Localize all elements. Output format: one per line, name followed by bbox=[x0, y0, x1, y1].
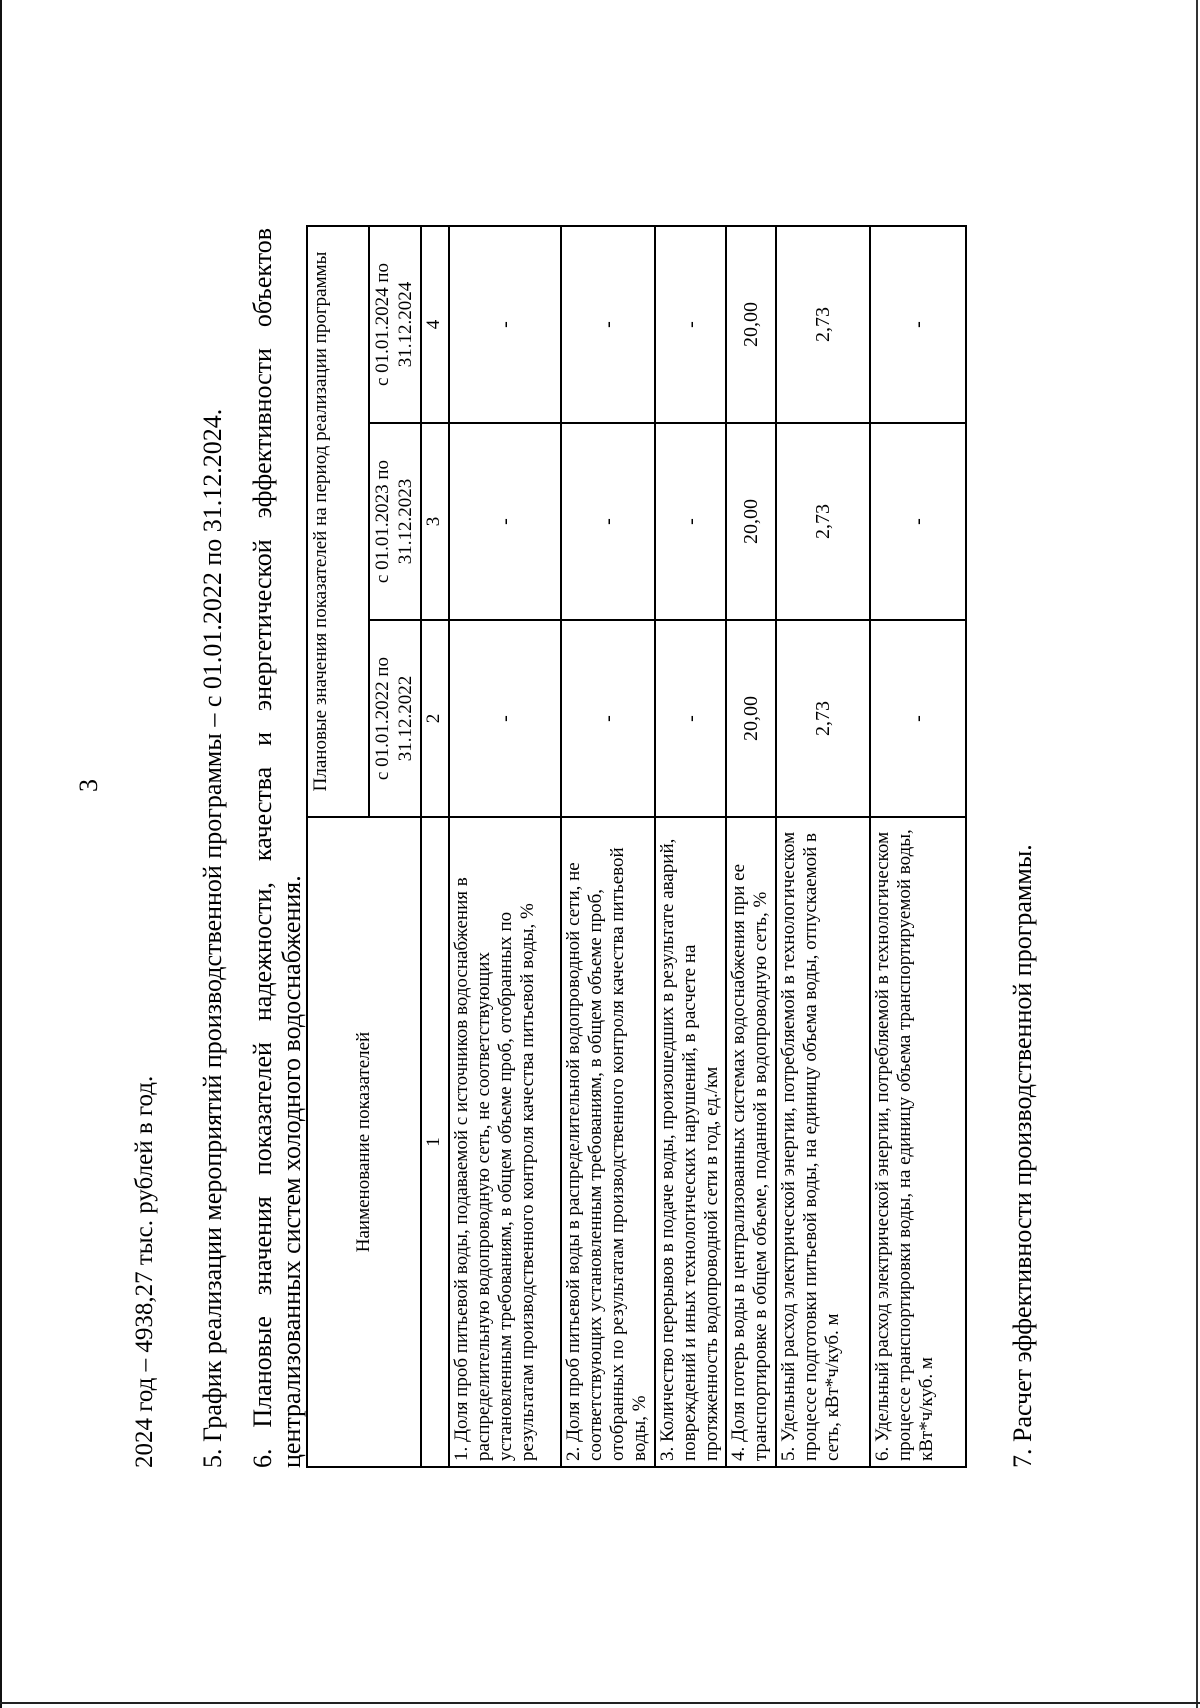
indicator-name: 3. Количество перерывов в подаче воды, произошедших в результате аварий, повреждений и иных технологических нарушений, в расчете на протяженность водопроводной сети в год, ед./км bbox=[655, 817, 726, 1467]
column-number: 2 bbox=[421, 620, 449, 817]
section-5-heading: 5. График реализации мероприятий производственной программы – с 01.01.2022 по 31.12.2024. bbox=[198, 408, 227, 1468]
indicator-name: 5. Удельный расход электрической энергии, потребляемой в технологическом процессе подготовки питьевой воды, на единицу объема воды, отпускаемой в сеть, кВт*ч/куб. м bbox=[776, 817, 870, 1467]
column-number: 3 bbox=[421, 423, 449, 620]
section-6-line-1: 6. Плановые значения показателей надежности, качества и энергетической эффективности объектов bbox=[248, 228, 277, 1468]
indicator-value-2024: - bbox=[655, 226, 726, 423]
indicator-value-2022: - bbox=[655, 620, 726, 817]
table-row bbox=[870, 226, 966, 1467]
indicator-value-2024: - bbox=[870, 226, 966, 423]
indicator-value-2023: 2,73 bbox=[776, 423, 870, 620]
header-planned-values: Плановые значения показателей на период реализации программы bbox=[307, 226, 369, 817]
indicator-value-2023: 20,00 bbox=[726, 423, 776, 620]
indicator-name: 4. Доля потерь воды в централизованных системах водоснабжения при ее транспортировке в общем объеме, поданной в водопроводную сеть, % bbox=[726, 817, 776, 1467]
table-header-row bbox=[307, 226, 369, 1467]
section-6-line-2: централизованных систем холодного водоснабжения. bbox=[277, 875, 306, 1468]
indicator-value-2022: - bbox=[561, 620, 655, 817]
table-row bbox=[449, 226, 561, 1467]
table-row bbox=[776, 226, 870, 1467]
indicator-name: 6. Удельный расход электрической энергии, потребляемой в технологическом процессе транспортировки воды, на единицу объема транспортируемой воды, кВт*ч/куб. м bbox=[870, 817, 966, 1467]
indicator-value-2024: 20,00 bbox=[726, 226, 776, 423]
indicator-value-2022: - bbox=[449, 620, 561, 817]
indicator-name: 1. Доля проб питьевой воды, подаваемой с источников водоснабжения в распределительную водопроводную сеть, не соответствующих установленным требованиям, в общем объеме проб, отобранных по результатам производственного контроля качества питьевой воды, % bbox=[449, 817, 561, 1467]
indicator-value-2023: - bbox=[449, 423, 561, 620]
page-number: 3 bbox=[74, 779, 103, 792]
table-row bbox=[726, 226, 776, 1467]
indicator-value-2022: 2,73 bbox=[776, 620, 870, 817]
section-7-heading: 7. Расчет эффективности производственной программы. bbox=[1008, 844, 1037, 1468]
indicator-value-2023: - bbox=[870, 423, 966, 620]
table-row bbox=[561, 226, 655, 1467]
header-period-2024: с 01.01.2024 по 31.12.2024 bbox=[369, 226, 421, 423]
table-row bbox=[655, 226, 726, 1467]
indicator-value-2023: - bbox=[655, 423, 726, 620]
header-period-2022: с 01.01.2022 по 31.12.2022 bbox=[369, 620, 421, 817]
indicator-name: 2. Доля проб питьевой воды в распределительной водопроводной сети, не соответствующих установленным требованиям, в общем объеме проб, отобранных по результатам производственного контроля качества питьевой воды, % bbox=[561, 817, 655, 1467]
indicators-table bbox=[306, 225, 967, 1468]
indicator-value-2023: - bbox=[561, 423, 655, 620]
indicator-value-2024: 2,73 bbox=[776, 226, 870, 423]
column-number: 1 bbox=[421, 817, 449, 1467]
budget-2024-line: 2024 год – 4938,27 тыс. рублей в год. bbox=[131, 1075, 158, 1468]
indicator-value-2022: - bbox=[870, 620, 966, 817]
header-indicator-name: Наименование показателей bbox=[307, 817, 421, 1467]
column-number: 4 bbox=[421, 226, 449, 423]
section-6-heading bbox=[248, 228, 306, 1468]
indicator-value-2024: - bbox=[449, 226, 561, 423]
indicator-value-2024: - bbox=[561, 226, 655, 423]
indicator-value-2022: 20,00 bbox=[726, 620, 776, 817]
column-number-row bbox=[421, 226, 449, 1467]
header-period-2023: с 01.01.2023 по 31.12.2023 bbox=[369, 423, 421, 620]
